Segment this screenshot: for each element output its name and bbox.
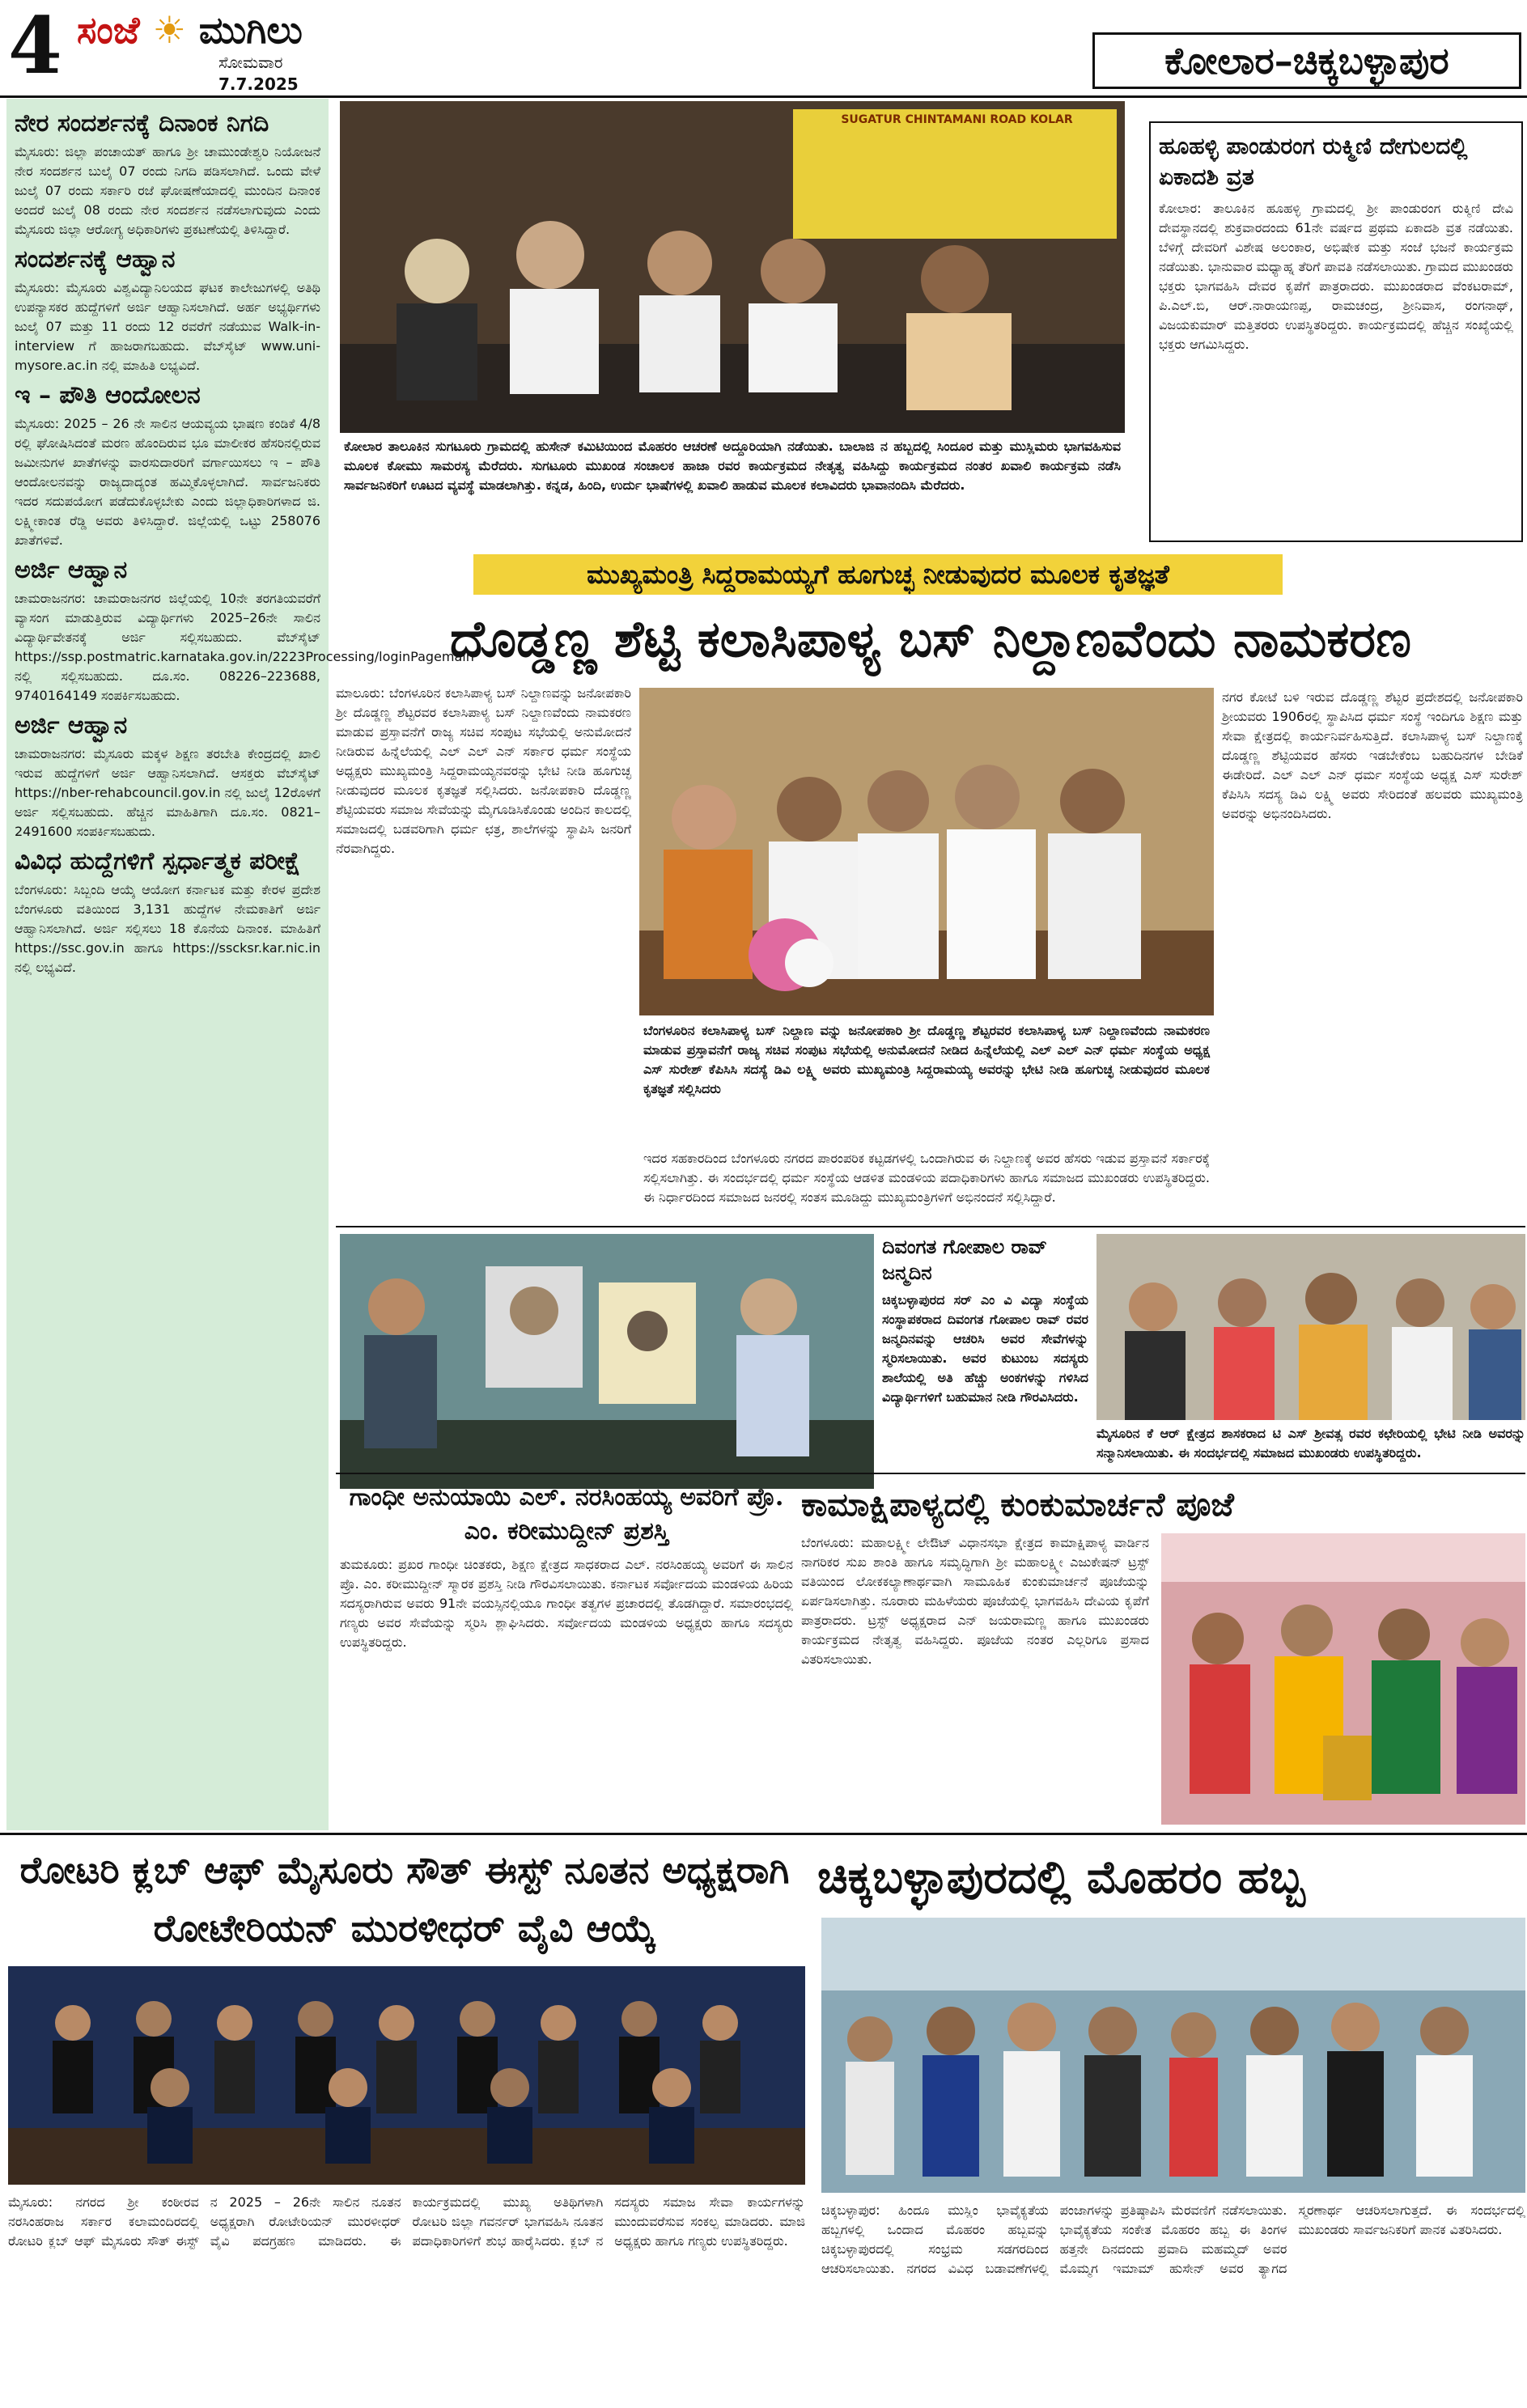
lead-col-3: ನಗರ ಕೋಟೆ ಬಳಿ ಇರುವ ದೊಡ್ಡಣ್ಣ ಶೆಟ್ಟರ ಪ್ರದೇಶದಲ್ಲಿ ಜನೋಪಕಾರಿ ಶ್ರೀಯವರು 1906ರಲ್ಲಿ ಸ್ಥಾಪಿಸಿದ ಧರ್ಮ ಸಂಸ್ಥೆ ಇಂದಿಗೂ ಶಿಕ್ಷಣ ಮತ್ತು ಸೇವಾ ಕ್ಷೇತ್ರದಲ್ಲಿ ಕಾರ್ಯನಿರ್ವಹಿಸುತ್ತಿದೆ. ಕಲಾಸಿಪಾಳ್ಯ ಬಸ್ ನಿಲ್ದಾಣಕ್ಕೆ ದೊಡ್ಡಣ್ಣ ಶೆಟ್ಟಿಯವರ ಹೆಸರು ಇಡಬೇಕೆಂಬ ಬಹುದಿನಗಳ ಬೇಡಿಕೆ ಈಡೇರಿದೆ. ಎಲ್ ಎಲ್ ಎನ್ ಧರ್ಮ ಸಂಸ್ಥೆಯ ಅಧ್ಯಕ್ಷ ಎಸ್ ಸುರೇಶ್ ಕೆಪಿಸಿಸಿ ಸದಸ್ಯ ಡಿವಿ ಲಕ್ಷ್ಮಿ ಅವರು ಸೇರಿದಂತೆ ಹಲವರು ಮುಖ್ಯಮಂತ್ರಿ ಅವರನ್ನು ಅಭಿನಂದಿಸಿದರು. xyxy=(1222,689,1523,821)
brief-heading: ಅರ್ಜಿ ಆಹ್ವಾನ xyxy=(15,556,128,584)
felicitation-caption: ಮೈಸೂರಿನ ಕೆ ಆರ್ ಕ್ಷೇತ್ರದ ಶಾಸಕರಾದ ಟಿ ಎಸ್ ಶ್ರೀವತ್ಸ ರವರ ಕಛೇರಿಯಲ್ಲಿ ಭೇಟಿ ನೀಡಿ ಅವರನ್ನು ಸನ್ಮಾನಿಸಲಾಯಿತು. ಈ ಸಂದರ್ಭದಲ್ಲಿ ಸಮಾಜದ ಮುಖಂಡರು ಉಪಸ್ಥಿತರಿದ್ದರು. xyxy=(1096,1426,1525,1460)
brief-4 xyxy=(15,555,474,706)
brief-heading: ಸಂದರ್ಶನಕ್ಕೆ ಆಹ್ವಾನ xyxy=(15,245,176,273)
brief-heading: ಇ – ಪೌತಿ ಆಂದೋಲನ xyxy=(15,381,201,409)
muharram-body: ಚಿಕ್ಕಬಳ್ಳಾಪುರ: ಹಿಂದೂ ಮುಸ್ಲಿಂ ಭಾವೈಕ್ಯತೆಯ ಹಬ್ಬಗಳಲ್ಲಿ ಒಂದಾದ ಮೊಹರಂ ಹಬ್ಬವನ್ನು ಚಿಕ್ಕಬಳ್ಳಾಪುರದಲ್ಲಿ ಸಂಭ್ರಮ ಸಡಗರದಿಂದ ಆಚರಿಸಲಾಯಿತು. ನಗರದ ವಿವಿಧ ಬಡಾವಣೆಗಳಲ್ಲಿ ಪಂಜಾಗಳನ್ನು ಪ್ರತಿಷ್ಠಾಪಿಸಿ ಮೆರವಣಿಗೆ ನಡೆಸಲಾಯಿತು. ಭಾವೈಕ್ಯತೆಯ ಸಂಕೇತ ಮೊಹರಂ ಹಬ್ಬ ಈ ತಿಂಗಳ ಹತ್ತನೇ ದಿನದಂದು ಪ್ರವಾದಿ ಮಹಮ್ಮದ್ ಅವರ ಮೊಮ್ಮಗ ಇಮಾಮ್ ಹುಸೇನ್ ಅವರ ತ್ಯಾಗದ ಸ್ಮರಣಾರ್ಥ ಆಚರಿಸಲಾಗುತ್ತದೆ. ಈ ಸಂದರ್ಭದಲ್ಲಿ ಮುಖಂಡರು ಸಾರ್ವಜನಿಕರಿಗೆ ಪಾನಕ ವಿತರಿಸಿದರು. xyxy=(821,2202,1525,2276)
lead-kicker: ಮುಖ್ಯಮಂತ್ರಿ ಸಿದ್ದರಾಮಯ್ಯಗೆ ಹೂಗುಚ್ಛ ನೀಡುವುದರ ಮೂಲಕ ಕೃತಜ್ಞತೆ xyxy=(473,554,1283,595)
narasimhaiah-story xyxy=(340,1481,793,1833)
brief-5 xyxy=(15,710,320,842)
section-title: ಕೋಲಾರ–ಚಿಕ್ಕಬಳ್ಳಾಪುರ xyxy=(1092,32,1521,89)
muharram-headline: ಚಿಕ್ಕಬಳ್ಳಾಪುರದಲ್ಲಿ ಮೊಹರಂ ಹಬ್ಬ xyxy=(817,1851,1305,1904)
sidebar-briefs xyxy=(6,99,474,1830)
issue-day: ಸೋಮವಾರ xyxy=(218,53,283,72)
felicitation-photo xyxy=(1096,1234,1525,1420)
brief-body: ಬೆಂಗಳೂರು: ಸಿಬ್ಬಂದಿ ಆಯ್ಕೆ ಆಯೋಗ ಕರ್ನಾಟಕ ಮತ್ತು ಕೇರಳ ಪ್ರದೇಶ ಬೆಂಗಳೂರು ವತಿಯಿಂದ 3,131 ಹುದ್ದೆಗಳ ನೇಮಕಾತಿಗೆ ಅರ್ಜಿ ಆಹ್ವಾನಿಸಲಾಗಿದೆ. ಅರ್ಜಿ ಸಲ್ಲಿಸಲು 18 ಕೊನೆಯ ದಿನಾಂಕ. ಮಾಹಿತಿಗೆ https://ssc.gov.in ಹಾಗೂ https://sscksr.kar.nic.in ನಲ್ಲಿ ಲಭ್ಯವಿದೆ. xyxy=(15,882,320,975)
gopalrao-headline: ದಿವಂಗತ ಗೋಪಾಲ ರಾವ್ ಜನ್ಮದಿನ xyxy=(882,1235,1047,1284)
logo-part2: ಮುಗಿಲು xyxy=(198,8,303,52)
brief-heading: ವಿವಿಧ ಹುದ್ದೆಗಳಿಗೆ ಸ್ಪರ್ಧಾತ್ಮಕ ಪರೀಕ್ಷೆ xyxy=(15,847,301,875)
brief-body: ಮೈಸೂರು: ಮೈಸೂರು ವಿಶ್ವವಿದ್ಯಾನಿಲಯದ ಘಟಕ ಕಾಲೇಜುಗಳಲ್ಲಿ ಅತಿಥಿ ಉಪನ್ಯಾಸಕರ ಹುದ್ದೆಗಳಿಗೆ ಅರ್ಜಿ ಆಹ್ವಾನಿಸಲಾಗಿದೆ. ಅರ್ಹ ಅಭ್ಯರ್ಥಿಗಳು ಜುಲೈ 07 ಮತ್ತು 11 ರಂದು 12 ರವರೆಗೆ ನಡೆಯುವ Walk-in-interview ಗೆ ಹಾಜರಾಗಬಹುದು. ವೆಬ್‍ಸೈಟ್ www.uni-mysore.ac.in ನಲ್ಲಿ ಮಾಹಿತಿ ಲಭ್ಯವಿದೆ. xyxy=(15,280,320,373)
lead-photo xyxy=(639,688,1214,1015)
divider xyxy=(336,1473,1525,1474)
lead-headline: ದೊಡ್ಡಣ್ಣ ಶೆಟ್ಟಿ ಕಲಾಸಿಪಾಳ್ಯ ಬಸ್ ನಿಲ್ದಾಣವೆಂದು ನಾಮಕರಣ xyxy=(450,609,1411,668)
brief-body: ಮೈಸೂರು: ಜಿಲ್ಲಾ ಪಂಚಾಯತ್ ಹಾಗೂ ಶ್ರೀ ಚಾಮುಂಡೇಶ್ವರಿ ನಿಯೋಜನೆ ನೇರ ಸಂದರ್ಶನ ಬುಲೈ 07 ರಂದು ನಿಗದಿ ಪಡಿಸಲಾಗಿದೆ. ಒಂದು ವೇಳೆ ಜುಲೈ 07 ರಂದು ಸರ್ಕಾರಿ ರಜೆ ಘೋಷಣೆಯಾದಲ್ಲಿ ಮುಂದಿನ ದಿನಾಂಕ ಅಂದರೆ ಜುಲೈ 08 ರಂದು ನೇರ ಸಂದರ್ಶನ ನಡೆಸಲಾಗುವುದು ಎಂದು ಮೈಸೂರು ಜಿಲ್ಲಾ ಆರೋಗ್ಯ ಅಧಿಕಾರಿಗಳು ಪ್ರಕಟಣೆಯಲ್ಲಿ ತಿಳಿಸಿದ್ದಾರೆ. xyxy=(15,144,320,237)
banner-text: SUGATUR CHINTAMANI ROAD KOLAR xyxy=(841,113,1073,126)
brief-6 xyxy=(15,846,320,977)
gopalrao-body: ಚಿಕ್ಕಬಳ್ಳಾಪುರದ ಸರ್ ಎಂ ವಿ ವಿದ್ಯಾ ಸಂಸ್ಥೆಯ ಸಂಸ್ಥಾಪಕರಾದ ದಿವಂಗತ ಗೋಪಾಲ ರಾವ್ ರವರ ಜನ್ಮದಿನವನ್ನು ಆಚರಿಸಿ ಅವರ ಸೇವೆಗಳನ್ನು ಸ್ಮರಿಸಲಾಯಿತು. ಅವರ ಕುಟುಂಬ ಸದಸ್ಯರು ಶಾಲೆಯಲ್ಲಿ ಅತಿ ಹೆಚ್ಚು ಅಂಕಗಳನ್ನು ಗಳಿಸಿದ ವಿದ್ಯಾರ್ಥಿಗಳಿಗೆ ಬಹುಮಾನ ನೀಡಿ ಗೌರವಿಸಿದರು. xyxy=(882,1292,1088,1405)
brief-body: ಮೈಸೂರು: 2025 – 26 ನೇ ಸಾಲಿನ ಆಯವ್ಯಯ ಭಾಷಣ ಕಂಡಿಕೆ 4/8 ರಲ್ಲಿ ಘೋಷಿಸಿದಂತೆ ಮರಣ ಹೊಂದಿರುವ ಭೂ ಮಾಲೀಕರ ಹೆಸರಿನಲ್ಲಿರುವ ಜಮೀನುಗಳ ಖಾತೆಗಳನ್ನು ವಾರಸುದಾರರಿಗೆ ವರ್ಗಾಯಿಸಲು ಇ – ಪೌತಿ ಆಂದೋಲನವನ್ನು ರಾಜ್ಯದಾದ್ಯಂತ ಹಮ್ಮಿಕೊಳ್ಳಲಾಗಿದೆ. ಸಾರ್ವಜನಿಕರು ಇದರ ಸದುಪಯೋಗ ಪಡೆದುಕೊಳ್ಳಬೇಕು ಎಂದು ಜಿಲ್ಲಾಧಿಕಾರಿಗಳಾದ ಜಿ. ಲಕ್ಷ್ಮೀಕಾಂತ ರೆಡ್ಡಿ ಅವರು ತಿಳಿಸಿದ್ದಾರೆ. ಜಿಲ್ಲೆಯಲ್ಲಿ ಒಟ್ಟು 258076 ಖಾತೆಗಳಿವೆ. xyxy=(15,416,320,548)
gopalrao-photo xyxy=(340,1234,874,1489)
divider xyxy=(0,1833,1527,1835)
masthead xyxy=(0,0,1527,97)
logo-part1: ಸಂಜೆ xyxy=(77,8,140,52)
rotary-photo xyxy=(8,1966,805,2185)
brief-2 xyxy=(15,244,320,375)
lead-col-1: ಮಾಲೂರು: ಬೆಂಗಳೂರಿನ ಕಲಾಸಿಪಾಳ್ಯ ಬಸ್ ನಿಲ್ದಾಣವನ್ನು ಜನೋಪಕಾರಿ ಶ್ರೀ ದೊಡ್ಡಣ್ಣ ಶೆಟ್ಟರವರ ಕಲಾಸಿಪಾಳ್ಯ ಬಸ್ ನಿಲ್ದಾಣವೆಂದು ನಾಮಕರಣ ಮಾಡುವ ಪ್ರಸ್ತಾವನೆಗೆ ರಾಜ್ಯ ಸಚಿವ ಸಂಪುಟ ಸಭೆಯಲ್ಲಿ ಅನುಮೋದನೆ ನೀಡಿರುವ ಹಿನ್ನೆಲೆಯಲ್ಲಿ ಎಲ್ ಎಲ್ ಎನ್ ಸರ್ಕಾರ ಧರ್ಮ ಸಂಸ್ಥೆಯ ಅಧ್ಯಕ್ಷರು ಮುಖ್ಯಮಂತ್ರಿ ಸಿದ್ದರಾಮಯ್ಯನವರನ್ನು ಭೇಟಿ ನೀಡಿ ಹೂಗುಚ್ಛ ನೀಡುವುದರ ಮೂಲಕ ಕೃತಜ್ಞತೆ ಸಲ್ಲಿಸಿದರು. ಜನೋಪಕಾರಿ ದೊಡ್ಡಣ್ಣ ಶೆಟ್ಟಿಯವರು ಸಮಾಜ ಸೇವೆಯನ್ನು ಮೈಗೂಡಿಸಿಕೊಂಡು ಅಂದಿನ ಕಾಲದಲ್ಲಿ ಸಮಾಜದಲ್ಲಿ ಬಡವರಿಗಾಗಿ ಧರ್ಮ ಛತ್ರ, ಶಾಲೆಗಳನ್ನು ಸ್ಥಾಪಿಸಿ ಜನರಿಗೆ ನೆರವಾಗಿದ್ದರು. xyxy=(336,685,631,856)
rotary-body: ಮೈಸೂರು: ನಗರದ ಶ್ರೀ ಕಂಠೀರವ ನರಸಿಂಹರಾಜ ಸರ್ಕಾರ ಕಲಾಮಂದಿರದಲ್ಲಿ ರೋಟರಿ ಕ್ಲಬ್ ಆಫ್ ಮೈಸೂರು ಸೌತ್ ಈಸ್ಟ್ ನ 2025 – 26ನೇ ಸಾಲಿನ ನೂತನ ಅಧ್ಯಕ್ಷರಾಗಿ ರೋಟೇರಿಯನ್ ಮುರಳೀಧರ್ ವೈವಿ ಪದಗ್ರಹಣ ಮಾಡಿದರು. ಈ ಕಾರ್ಯಕ್ರಮದಲ್ಲಿ ಮುಖ್ಯ ಅತಿಥಿಗಳಾಗಿ ರೋಟರಿ ಜಿಲ್ಲಾ ಗವರ್ನರ್ ಭಾಗವಹಿಸಿ ನೂತನ ಪದಾಧಿಕಾರಿಗಳಿಗೆ ಶುಭ ಹಾರೈಸಿದರು. ಕ್ಲಬ್ ನ ಸದಸ್ಯರು ಸಮಾಜ ಸೇವಾ ಕಾರ್ಯಗಳನ್ನು ಮುಂದುವರೆಸುವ ಸಂಕಲ್ಪ ಮಾಡಿದರು. ಮಾಜಿ ಅಧ್ಯಕ್ಷರು ಹಾಗೂ ಗಣ್ಯರು ಉಪಸ್ಥಿತರಿದ್ದರು. xyxy=(8,2194,805,2249)
narasimhaiah-body: ತುಮಕೂರು: ಪ್ರಖರ ಗಾಂಧೀ ಚಿಂತಕರು, ಶಿಕ್ಷಣ ಕ್ಷೇತ್ರದ ಸಾಧಕರಾದ ಎಲ್. ನರಸಿಂಹಯ್ಯ ಅವರಿಗೆ ಈ ಸಾಲಿನ ಪ್ರೊ. ಎಂ. ಕರೀಮುದ್ದೀನ್ ಸ್ಮಾರಕ ಪ್ರಶಸ್ತಿ ನೀಡಿ ಗೌರವಿಸಲಾಯಿತು. ಕರ್ನಾಟಕ ಸರ್ವೋದಯ ಮಂಡಳಿಯ ಹಿರಿಯ ಸದಸ್ಯರಾಗಿರುವ ಅವರು 91ನೇ ವಯಸ್ಸಿನಲ್ಲಿಯೂ ಗಾಂಧೀ ತತ್ವಗಳ ಪ್ರಚಾರದಲ್ಲಿ ತೊಡಗಿದ್ದಾರೆ. ಸಮಾರಂಭದಲ್ಲಿ ಗಣ್ಯರು ಅವರ ಸೇವೆಯನ್ನು ಸ್ಮರಿಸಿ ಶ್ಲಾಘಿಸಿದರು. ಸರ್ವೋದಯ ಮಂಡಳಿಯ ಅಧ್ಯಕ್ಷರು ಹಾಗೂ ಸದಸ್ಯರು ಉಪಸ್ಥಿತರಿದ್ದರು. xyxy=(340,1557,793,1650)
brief-body: ಚಾಮರಾಜನಗರ: ಚಾಮರಾಜನಗರ ಜಿಲ್ಲೆಯಲ್ಲಿ 10ನೇ ತರಗತಿಯವರೆಗೆ ವ್ಯಾಸಂಗ ಮಾಡುತ್ತಿರುವ ವಿದ್ಯಾರ್ಥಿಗಳು 2025–26ನೇ ಸಾಲಿನ ವಿದ್ಯಾರ್ಥಿವೇತನಕ್ಕೆ ಅರ್ಜಿ ಸಲ್ಲಿಸಬಹುದು. ವೆಬ್‍ಸೈಟ್ https://ssp.postmatric.karnataka.gov.in/2223Processing/loginPagemain ನಲ್ಲಿ ಸಲ್ಲಿಸಬಹುದು. ದೂ.ಸಂ. 08226–223688, 9740164149 ಸಂಪರ್ಕಿಸಬಹುದು. xyxy=(15,591,474,703)
brief-heading: ಅರ್ಜಿ ಆಹ್ವಾನ xyxy=(15,711,128,740)
lead-photo-caption: ಬೆಂಗಳೂರಿನ ಕಲಾಸಿಪಾಳ್ಯ ಬಸ್ ನಿಲ್ದಾಣ ವನ್ನು ಜನೋಪಕಾರಿ ಶ್ರೀ ದೊಡ್ಡಣ್ಣ ಶೆಟ್ಟರವರ ಕಲಾಸಿಪಾಳ್ಯ ಬಸ್ ನಿಲ್ದಾಣವೆಂದು ನಾಮಕರಣ ಮಾಡುವ ಪ್ರಸ್ತಾವನೆಗೆ ರಾಜ್ಯ ಸಚಿವ ಸಂಪುಟ ಸಭೆಯಲ್ಲಿ ಅನುಮೋದನೆ ನೀಡಿದ ಹಿನ್ನೆಲೆಯಲ್ಲಿ ಎಲ್ ಎಲ್ ಎನ್ ಧರ್ಮ ಸಂಸ್ಥೆಯ ಅಧ್ಯಕ್ಷ ಎಸ್ ಸುರೇಶ್ ಕೆಪಿಸಿಸಿ ಸದಸ್ಯೆ ಡಿವಿ ಲಕ್ಷ್ಮಿ ಅವರು ಮುಖ್ಯಮಂತ್ರಿ ಸಿದ್ದರಾಮಯ್ಯ ಅವರನ್ನು ಭೇಟಿ ನೀಡಿ ಹೂಗುಚ್ಛ ನೀಡುವುದರ ಮೂಲಕ ಕೃತಜ್ಞತೆ ಸಲ್ಲಿಸಿದರು xyxy=(643,1023,1210,1096)
sun-icon: ☀ xyxy=(152,8,186,52)
muharram-photo xyxy=(821,1918,1525,2193)
qawwali-photo xyxy=(340,101,1125,433)
brief-3 xyxy=(15,380,320,550)
masthead-rule xyxy=(0,95,1527,98)
temple-story-headline: ಹೂಹಳ್ಳಿ ಪಾಂಡುರಂಗ ರುಕ್ಮಿಣಿ ದೇಗುಲದಲ್ಲಿ ಏಕಾದಶಿ ವ್ರತ xyxy=(1159,133,1468,190)
newspaper-logo xyxy=(77,8,303,53)
kumkum-photo xyxy=(1161,1533,1525,1825)
temple-story-box xyxy=(1149,121,1523,542)
lead-col-2: ಇದರ ಸಹಕಾರದಿಂದ ಬೆಂಗಳೂರು ನಗರದ ಪಾರಂಪರಿಕ ಕಟ್ಟಡಗಳಲ್ಲಿ ಒಂದಾಗಿರುವ ಈ ನಿಲ್ದಾಣಕ್ಕೆ ಅವರ ಹೆಸರು ಇಡುವ ಪ್ರಸ್ತಾವನೆ ಸರ್ಕಾರಕ್ಕೆ ಸಲ್ಲಿಸಲಾಗಿತ್ತು. ಈ ಸಂದರ್ಭದಲ್ಲಿ ಧರ್ಮ ಸಂಸ್ಥೆಯ ಆಡಳಿತ ಮಂಡಳಿಯ ಪದಾಧಿಕಾರಿಗಳು ಹಾಗೂ ಸಮಾಜದ ಮುಖಂಡರು ಉಪಸ್ಥಿತರಿದ್ದರು. ಈ ನಿರ್ಧಾರದಿಂದ ಸಮಾಜದ ಜನರಲ್ಲಿ ಸಂತಸ ಮೂಡಿದ್ದು ಮುಖ್ಯಮಂತ್ರಿಗಳಿಗೆ ಅಭಿನಂದನೆ ಸಲ್ಲಿಸಿದ್ದಾರೆ. xyxy=(643,1151,1210,1205)
brief-body: ಚಾಮರಾಜನಗರ: ಮೈಸೂರು ಮಕ್ಕಳ ಶಿಕ್ಷಣ ತರಬೇತಿ ಕೇಂದ್ರದಲ್ಲಿ ಖಾಲಿ ಇರುವ ಹುದ್ದೆಗಳಿಗೆ ಅರ್ಜಿ ಆಹ್ವಾನಿಸಲಾಗಿದೆ. ಆಸಕ್ತರು ವೆಬ್‍ಸೈಟ್ https://nber-rehabcouncil.gov.in ನಲ್ಲಿ ಜುಲೈ 12ರೊಳಗೆ ಅರ್ಜಿ ಸಲ್ಲಿಸಬಹುದು. ಹೆಚ್ಚಿನ ಮಾಹಿತಿಗಾಗಿ ದೂ.ಸಂ. 0821–2491600 ಸಂಪರ್ಕಿಸಬಹುದು. xyxy=(15,746,320,839)
page-number: 4 xyxy=(8,0,62,91)
brief-heading: ನೇರ ಸಂದರ್ಶನಕ್ಕೆ ದಿನಾಂಕ ನಿಗದಿ xyxy=(15,109,269,138)
kumkum-headline: ಕಾಮಾಕ್ಷಿಪಾಳ್ಯದಲ್ಲಿ ಕುಂಕುಮಾರ್ಚನೆ ಪೂಜೆ xyxy=(801,1486,1234,1524)
temple-story-body: ಕೋಲಾರ: ತಾಲೂಕಿನ ಹೂಹಳ್ಳಿ ಗ್ರಾಮದಲ್ಲಿ ಶ್ರೀ ಪಾಂಡುರಂಗ ರುಕ್ಮಿಣಿ ದೇವಿ ದೇವಸ್ಥಾನದಲ್ಲಿ ಶುಕ್ರವಾರದಂದು 61ನೇ ವರ್ಷದ ಪ್ರಥಮ ಏಕಾದಶಿ ವ್ರತ ನಡೆಯಿತು. ಬೆಳಿಗ್ಗೆ ದೇವರಿಗೆ ವಿಶೇಷ ಅಲಂಕಾರ, ಅಭಿಷೇಕ ಮತ್ತು ಸಂಜೆ ಭಜನೆ ಕಾರ್ಯಕ್ರಮ ನಡೆಯಿತು. ಭಾನುವಾರ ಮಧ್ಯಾಹ್ನ ತೆರಿಗೆ ಪಾವತಿ ನಡೆಸಲಾಯಿತು. ಗ್ರಾಮದ ಮುಖಂಡರು ಭಕ್ತರು ಭಾಗವಹಿಸಿ ದೇವರ ಕೃಪೆಗೆ ಪಾತ್ರರಾದರು. ಮುಖಂಡರಾದ ವೆಂಕಟರಾಮ್, ಪಿ.ಎಲ್.ಬಿ, ಆರ್.ನಾರಾಯಣಪ್ಪ, ರಾಮಚಂದ್ರ, ಶ್ರೀನಿವಾಸ, ರಂಗನಾಥ್, ವಿಜಯಕುಮಾರ್ ಮತ್ತಿತರರು ಉಪಸ್ಥಿತರಿದ್ದರು. ಕಾರ್ಯಕ್ರಮದಲ್ಲಿ ಹೆಚ್ಚಿನ ಸಂಖ್ಯೆಯಲ್ಲಿ ಭಕ್ತರು ಆಗಮಿಸಿದ್ದರು. xyxy=(1159,201,1513,352)
qawwali-caption: ಕೋಲಾರ ತಾಲೂಕಿನ ಸುಗಟೂರು ಗ್ರಾಮದಲ್ಲಿ ಹುಸೇನ್ ಕಮಿಟಿಯಿಂದ ಮೊಹರಂ ಆಚರಣೆ ಅದ್ದೂರಿಯಾಗಿ ನಡೆಯಿತು. ಬಾಲಾಜಿ ನ ಹಬ್ಬದಲ್ಲಿ ಸಿಂದೂರ ಮತ್ತು ಮುಸ್ಲಿಮರು ಭಾಗವಹಿಸುವ ಮೂಲಕ ಕೋಮು ಸಾಮರಸ್ಯ ಮೆರೆದರು. ಸುಗಟೂರು ಮುಖಂಡ ಸಂಚಾಲಕ ಹಾಜಾ ರವರ ಕಾರ್ಯಕ್ರಮದ ನೇತೃತ್ವ ವಹಿಸಿದ್ದು ಕಾರ್ಯಕ್ರಮದ ನಂತರ ಖವಾಲಿ ಕಾರ್ಯಕ್ರಮ ನಡೆಸಿ ಸಾರ್ವಜನಿಕರಿಗೆ ಊಟದ ವ್ಯವಸ್ಥೆ ಮಾಡಲಾಗಿತ್ತು. ಕನ್ನಡ, ಹಿಂದಿ, ಉರ್ದು ಭಾಷೆಗಳಲ್ಲಿ ಖವಾಲಿ ಹಾಡುವ ಮೂಲಕ ಕಲಾವಿದರು ಭಾವಾನಂದಿಸಿ ಮೆರೆದರು. xyxy=(344,439,1121,493)
issue-date: 7.7.2025 xyxy=(218,74,299,94)
brief-1 xyxy=(15,108,320,240)
kumkum-body: ಬೆಂಗಳೂರು: ಮಹಾಲಕ್ಷ್ಮೀ ಲೇಔಟ್ ವಿಧಾನಸಭಾ ಕ್ಷೇತ್ರದ ಕಾಮಾಕ್ಷಿಪಾಳ್ಯ ವಾರ್ಡಿನ ನಾಗರಿಕರ ಸುಖ ಶಾಂತಿ ಹಾಗೂ ಸಮೃದ್ಧಿಗಾಗಿ ಶ್ರೀ ಮಹಾಲಕ್ಷ್ಮೀ ಎಜುಕೇಷನ್ ಟ್ರಸ್ಟ್ ವತಿಯಿಂದ ಲೋಕಕಲ್ಯಾಣಾರ್ಥವಾಗಿ ಸಾಮೂಹಿಕ ಕುಂಕುಮಾರ್ಚನೆ ಪೂಜೆಯನ್ನು ಏರ್ಪಡಿಸಲಾಗಿತ್ತು. ನೂರಾರು ಮಹಿಳೆಯರು ಪೂಜೆಯಲ್ಲಿ ಭಾಗವಹಿಸಿ ದೇವಿಯ ಕೃಪೆಗೆ ಪಾತ್ರರಾದರು. ಟ್ರಸ್ಟ್ ಅಧ್ಯಕ್ಷರಾದ ಎನ್ ಜಯರಾಮಣ್ಣ ಹಾಗೂ ಮುಖಂಡರು ಕಾರ್ಯಕ್ರಮದ ನೇತೃತ್ವ ವಹಿಸಿದ್ದರು. ಪೂಜೆಯ ನಂತರ ಎಲ್ಲರಿಗೂ ಪ್ರಸಾದ ವಿತರಿಸಲಾಯಿತು. xyxy=(801,1535,1149,1667)
narasimhaiah-headline: ಗಾಂಧೀ ಅನುಯಾಯಿ ಎಲ್. ನರಸಿಂಹಯ್ಯ ಅವರಿಗೆ ಪ್ರೊ. ಎಂ. ಕರೀಮುದ್ದೀನ್ ಪ್ರಶಸ್ತಿ xyxy=(349,1483,784,1545)
rotary-headline: ರೋಟರಿ ಕ್ಲಬ್ ಆಫ್ ಮೈಸೂರು ಸೌತ್ ಈಸ್ಟ್ ನೂತನ ಅಧ್ಯಕ್ಷರಾಗಿ ರೋಟೇರಿಯನ್ ಮುರಳೀಧರ್ ವೈವಿ ಆಯ್ಕೆ xyxy=(19,1848,790,1950)
gopalrao-story xyxy=(882,1234,1088,1489)
divider xyxy=(336,1226,1525,1227)
